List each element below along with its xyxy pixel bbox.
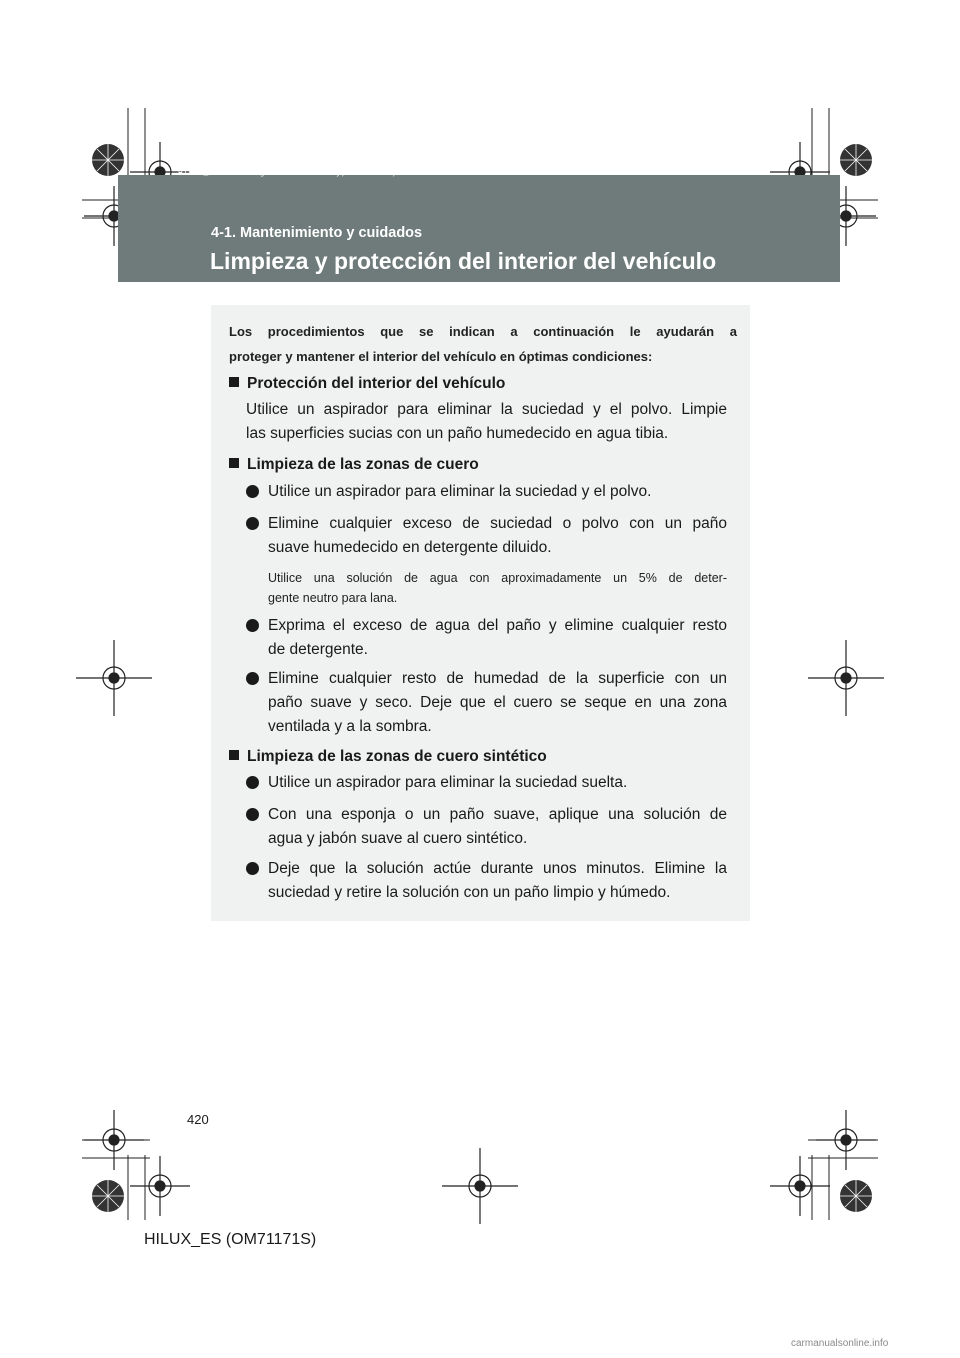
document-id: HILUX_ES (OM71171S) (144, 1231, 317, 1248)
intro-line: Los procedimientos que se indican a continuación le ayudarán a (229, 324, 737, 339)
section-label: 4-1. Mantenimiento y cuidados (211, 225, 423, 241)
list-item-line: Elimine cualquier resto de humedad de la superficie con un (268, 670, 727, 687)
section-heading-text: Protección del interior del vehículo (247, 375, 506, 392)
bullet-dot-icon (246, 485, 259, 498)
list-item-line: suciedad y retire la solución con un paño limpio y húmedo. (268, 884, 671, 901)
paragraph-line: las superficies sucias con un paño humedecido en agua tibia. (246, 425, 669, 442)
list-item-line: Utilice un aspirador para eliminar la suciedad suelta. (268, 774, 628, 791)
section-paragraph (246, 398, 727, 446)
page-title: Limpieza y protección del interior del vehículo (210, 248, 717, 274)
bullet-dot-icon (246, 862, 259, 875)
note-text (268, 568, 727, 608)
square-bullet-icon (229, 750, 239, 760)
note-line: gente neutro para lana. (268, 591, 398, 605)
list-item-line: de detergente. (268, 641, 368, 658)
intro-text (229, 319, 737, 369)
intro-line: proteger y mantener el interior del vehículo en óptimas condiciones: (229, 349, 653, 364)
page-number: 420 (187, 1112, 209, 1127)
list-item-line: Elimine cualquier exceso de suciedad o polvo con un paño (268, 515, 727, 532)
square-bullet-icon (229, 458, 239, 468)
paragraph-line: Utilice un aspirador para eliminar la suciedad y el polvo. Limpie (246, 401, 727, 418)
list-item-line: Deje que la solución actúe durante unos minutos. Elimine la (268, 860, 727, 877)
list-item-line: Utilice un aspirador para eliminar la suciedad y el polvo. (268, 483, 652, 500)
watermark-url[interactable]: carmanualsonline.info (791, 1338, 889, 1349)
bullet-dot-icon (246, 517, 259, 530)
bullet-dot-icon (246, 808, 259, 821)
list-item-line: Exprima el exceso de agua del paño y elimine cualquier resto (268, 617, 727, 634)
bullet-dot-icon (246, 672, 259, 685)
section-heading (229, 456, 479, 474)
list-item-line: agua y jabón suave al cuero sintético. (268, 830, 528, 847)
square-bullet-icon (229, 377, 239, 387)
note-line: Utilice una solución de agua con aproximadamente un 5% de deter- (268, 571, 727, 585)
list-item-line: Con una esponja o un paño suave, aplique una solución de (268, 806, 727, 823)
list-item-line: ventilada y a la sombra. (268, 718, 432, 735)
list-item-line: paño suave y seco. Deje que el cuero se seque en una zona (268, 694, 727, 711)
section-heading-text: Limpieza de las zonas de cuero (247, 456, 479, 473)
bullet-dot-icon (246, 776, 259, 789)
print-stamp: HILUX_ES.book Page 420 Wednesday, March 23, 2011 4:15 PM (178, 169, 464, 178)
section-heading (229, 375, 505, 393)
section-heading-text: Limpieza de las zonas de cuero sintético (247, 748, 547, 765)
section-heading (229, 748, 547, 766)
bullet-dot-icon (246, 619, 259, 632)
list-item-line: suave humedecido en detergente diluido. (268, 539, 552, 556)
